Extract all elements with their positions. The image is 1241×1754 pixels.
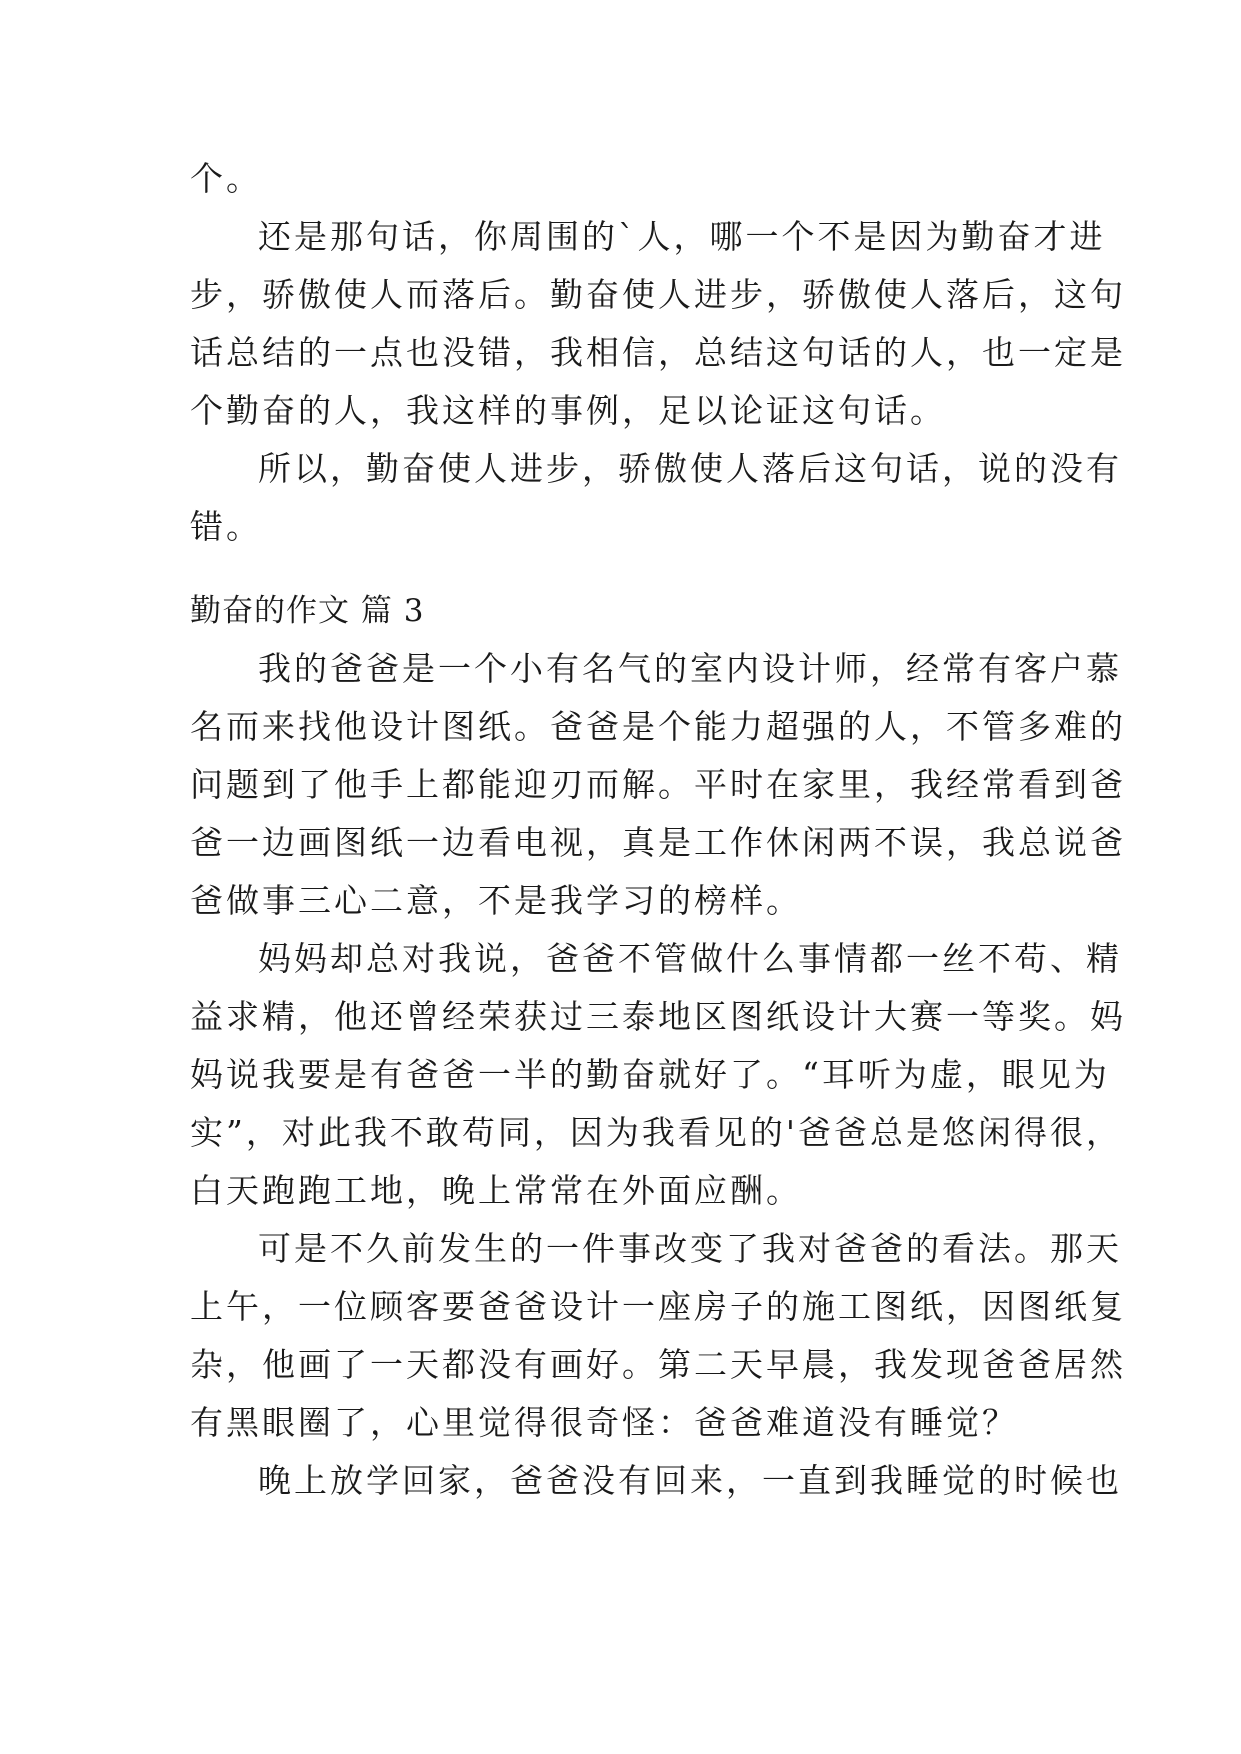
paragraph-start: 可是不久前发生的一件事改变了我对爸爸的看法。那天	[258, 1229, 1122, 1268]
text-line: 个。	[190, 159, 262, 198]
paragraph-start: 还是那句话，你周围的`人，哪一个不是因为勤奋才进	[258, 217, 1106, 256]
paragraph-start: 妈妈却总对我说，爸爸不管做什么事情都一丝不苟、精	[258, 939, 1122, 978]
text-line: 益求精，他还曾经荣获过三泰地区图纸设计大赛一等奖。妈	[190, 997, 1126, 1036]
text-line: 有黑眼圈了，心里觉得很奇怪：爸爸难道没有睡觉？	[190, 1403, 1018, 1442]
text-line: 上午，一位顾客要爸爸设计一座房子的施工图纸，因图纸复	[190, 1287, 1126, 1326]
text-line: 杂，他画了一天都没有画好。第二天早晨，我发现爸爸居然	[190, 1345, 1126, 1384]
text-line: 话总结的一点也没错，我相信，总结这句话的人，也一定是	[190, 333, 1126, 372]
text-line: 爸做事三心二意，不是我学习的榜样。	[190, 881, 802, 920]
section-heading: 勤奋的作文 篇 3	[190, 593, 425, 629]
text-line: 实”，对此我不敢苟同，因为我看见的'爸爸总是悠闲得很，	[190, 1113, 1122, 1152]
paragraph-start: 晚上放学回家，爸爸没有回来，一直到我睡觉的时候也	[258, 1461, 1122, 1500]
text-line: 名而来找他设计图纸。爸爸是个能力超强的人，不管多难的	[190, 707, 1126, 746]
paragraph-start: 所以，勤奋使人进步，骄傲使人落后这句话，说的没有	[258, 449, 1122, 488]
text-line: 妈说我要是有爸爸一半的勤奋就好了。“耳听为虚，眼见为	[190, 1055, 1110, 1094]
text-line: 爸一边画图纸一边看电视，真是工作休闲两不误，我总说爸	[190, 823, 1126, 862]
text-line: 步，骄傲使人而落后。勤奋使人进步，骄傲使人落后，这句	[190, 275, 1126, 314]
text-line: 错。	[190, 507, 262, 546]
text-line: 个勤奋的人，我这样的事例，足以论证这句话。	[190, 391, 946, 430]
text-line: 问题到了他手上都能迎刃而解。平时在家里，我经常看到爸	[190, 765, 1126, 804]
text-line: 白天跑跑工地，晚上常常在外面应酬。	[190, 1171, 802, 1210]
paragraph-start: 我的爸爸是一个小有名气的室内设计师，经常有客户慕	[258, 649, 1122, 688]
